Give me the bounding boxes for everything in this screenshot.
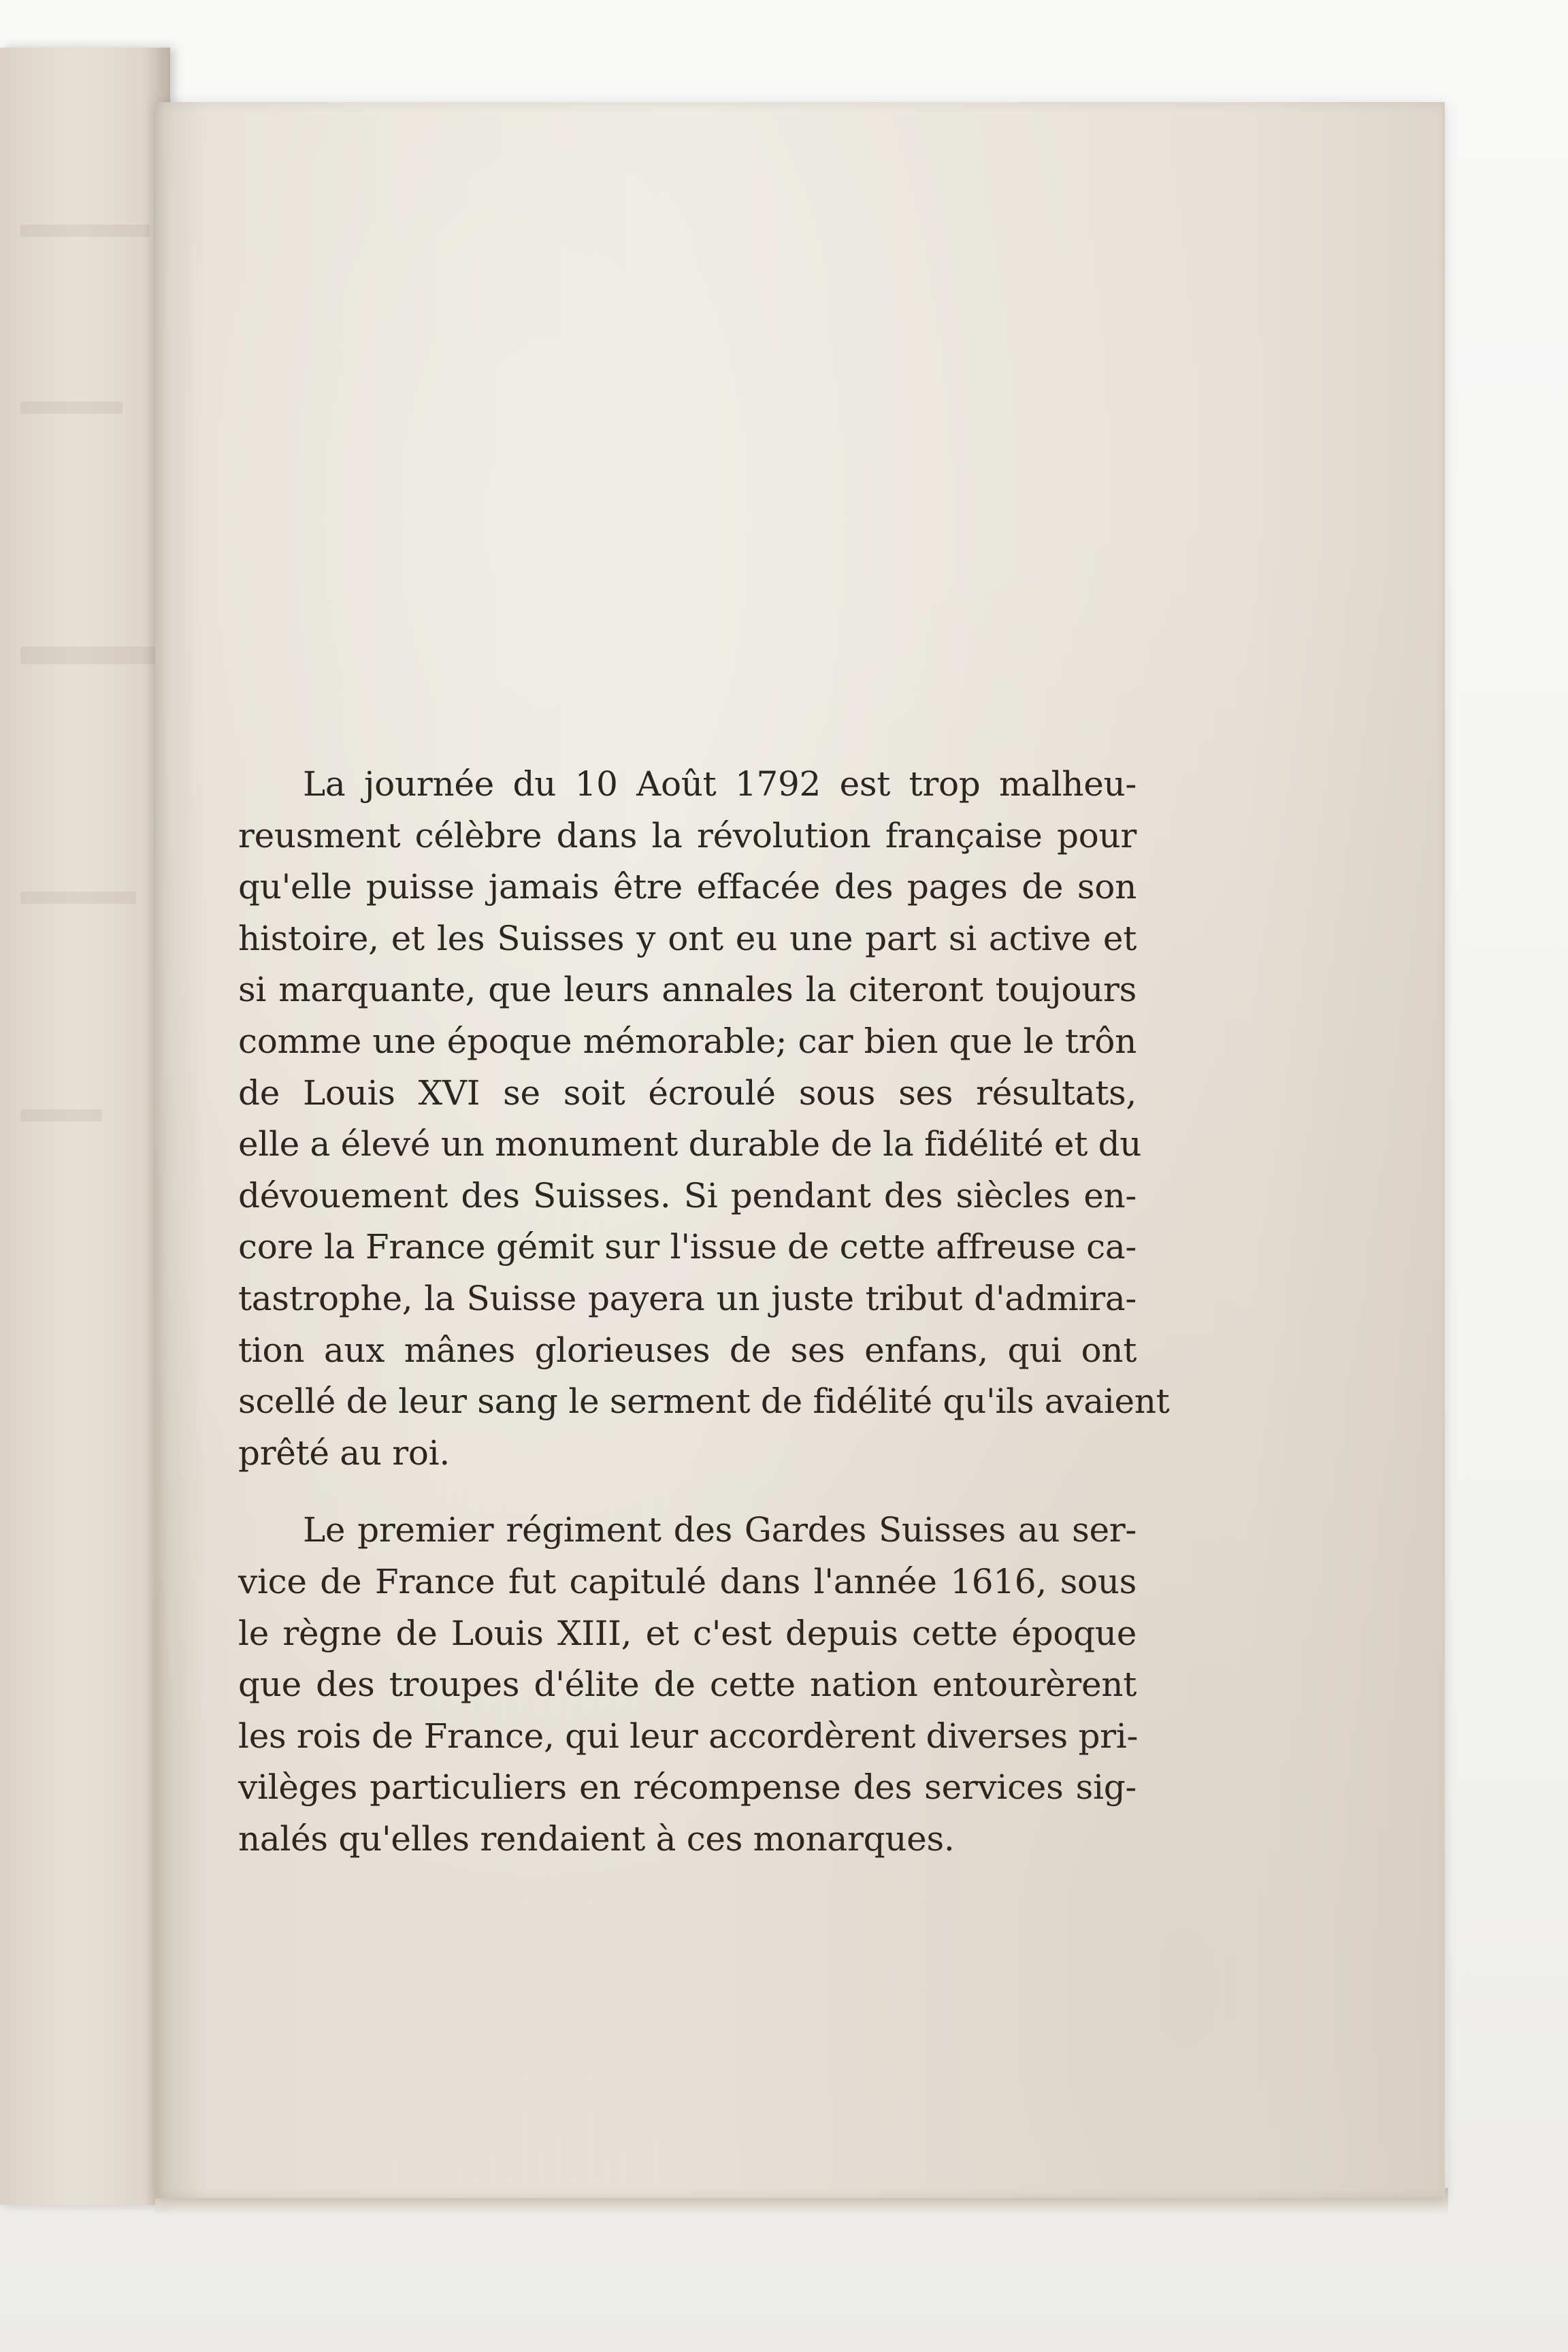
- text-line: tastrophe, la Suisse payera un juste tribut d'admira-: [238, 1278, 1137, 1318]
- left-page-show-through: [20, 1109, 102, 1122]
- text-line: core la France gémit sur l'issue de cette affreuse ca-: [238, 1227, 1137, 1267]
- left-page-show-through: [20, 402, 122, 414]
- text-line: si marquante, que leurs annales la citeront toujours: [238, 970, 1137, 1010]
- text-line: tion aux mânes glorieuses de ses enfans, qui ont: [238, 1330, 1137, 1370]
- left-page-show-through: [20, 225, 150, 237]
- text-line: scellé de leur sang le serment de fidélité qu'ils avaient: [238, 1382, 1170, 1422]
- text-line: qu'elle puisse jamais être effacée des pages de son: [238, 867, 1137, 907]
- text-line: prêté au roi.: [238, 1433, 450, 1473]
- text-line: reusment célèbre dans la révolution française pour: [238, 815, 1137, 855]
- text-line: nalés qu'elles rendaient à ces monarques.: [238, 1818, 955, 1859]
- left-page-show-through: [20, 892, 136, 904]
- text-line: Le premier régiment des Gardes Suisses au ser-: [303, 1510, 1137, 1550]
- text-line: vice de France fut capitulé dans l'année 1616, sous: [238, 1561, 1137, 1601]
- left-facing-page: [0, 48, 170, 2205]
- text-line: de Louis XVI se soit écroulé sous ses résultats,: [238, 1073, 1137, 1113]
- paragraph-2: [238, 1505, 1137, 1865]
- text-line: comme une époque mémorable; car bien que le trôn: [238, 1021, 1137, 1061]
- text-line: dévouement des Suisses. Si pendant des siècles en-: [238, 1175, 1137, 1215]
- text-line: que des troupes d'élite de cette nation entourèrent: [238, 1665, 1137, 1705]
- left-page-show-through: [20, 647, 157, 664]
- text-line: les rois de France, qui leur accordèrent diverses pri-: [238, 1716, 1139, 1756]
- verso-show-through: [414, 388, 1367, 531]
- text-line: La journée du 10 Août 1792 est trop malheu-: [303, 764, 1137, 804]
- text-line: le règne de Louis XIII, et c'est depuis cette époque: [238, 1613, 1137, 1653]
- text-line: vilèges particuliers en récompense des services sig-: [238, 1767, 1137, 1808]
- text-line: histoire, et les Suisses y ont eu une part si active et: [238, 918, 1137, 958]
- text-line: elle a élevé un monument durable de la fidélité et du: [238, 1124, 1142, 1164]
- paragraph-1: [238, 759, 1170, 1479]
- page-text: [238, 759, 1170, 1891]
